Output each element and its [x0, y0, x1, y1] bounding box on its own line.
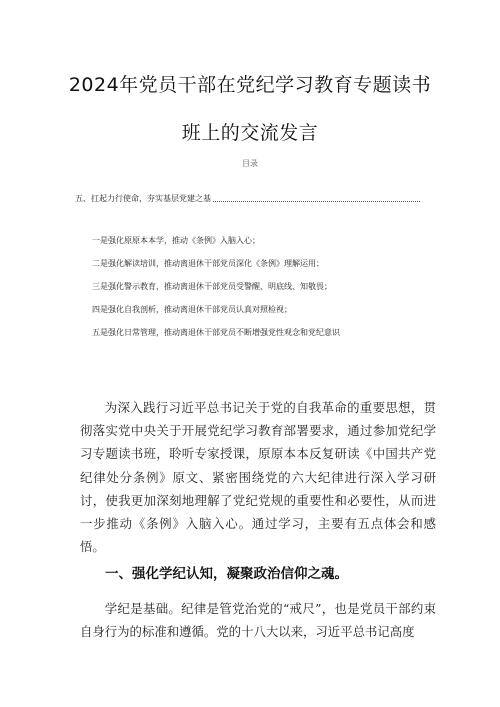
toc-entry-label: 五、扛起力行使命，夯实基层党建之基 [75, 194, 211, 203]
toc-entry[interactable] [75, 193, 420, 204]
toc-leader-dots [213, 200, 420, 202]
section-heading: 一、强化学纪认知，凝聚政治信仰之魂。 [105, 566, 348, 582]
document-title-line1: 2024年党员干部在党纪学习教育专题读书 [68, 74, 432, 96]
toc-subitem: 五是强化日常管理，推动离退休干部党员不断增强党性观念和党纪意识 [92, 328, 340, 337]
toc-heading: 目录 [242, 159, 258, 168]
intro-paragraph: 为深入践行习近平总书记关于党的自我革命的重要思想，贯彻落实党中央关于开展党纪学习教育部署要求，通过参加党纪学习专题读书班，聆听专家授课，原原本本反复研读《中国共产党纪律处分条例》原文、紧密围绕党的六大纪律进行深入学习研讨，使我更加深刻地理解了党纪党规的重要性和必要性，从而进一步推动《条例》入脑入心。通过学习，主要有五点体会和感悟。 [80, 400, 436, 555]
toc-subitem: 四是强化自我剖析，推动离退休干部党员认真对照检视； [92, 305, 292, 314]
toc-subitem: 三是强化警示教育，推动离退休干部党员受警醒、明底线、知敬畏； [92, 282, 332, 291]
toc-subitem: 一是强化原原本本学，推动《条例》入脑入心； [92, 236, 260, 245]
toc-subitem: 二是强化解读培训，推动离退休干部党员深化《条例》理解运用； [92, 259, 324, 268]
section-paragraph: 学纪是基础。纪律是管党治党的“戒尺”，也是党员干部约束自身行为的标准和遵循。党的十八大以来，习近平总书记高度 [80, 601, 436, 640]
document-title-line2: 班上的交流发言 [181, 122, 319, 144]
